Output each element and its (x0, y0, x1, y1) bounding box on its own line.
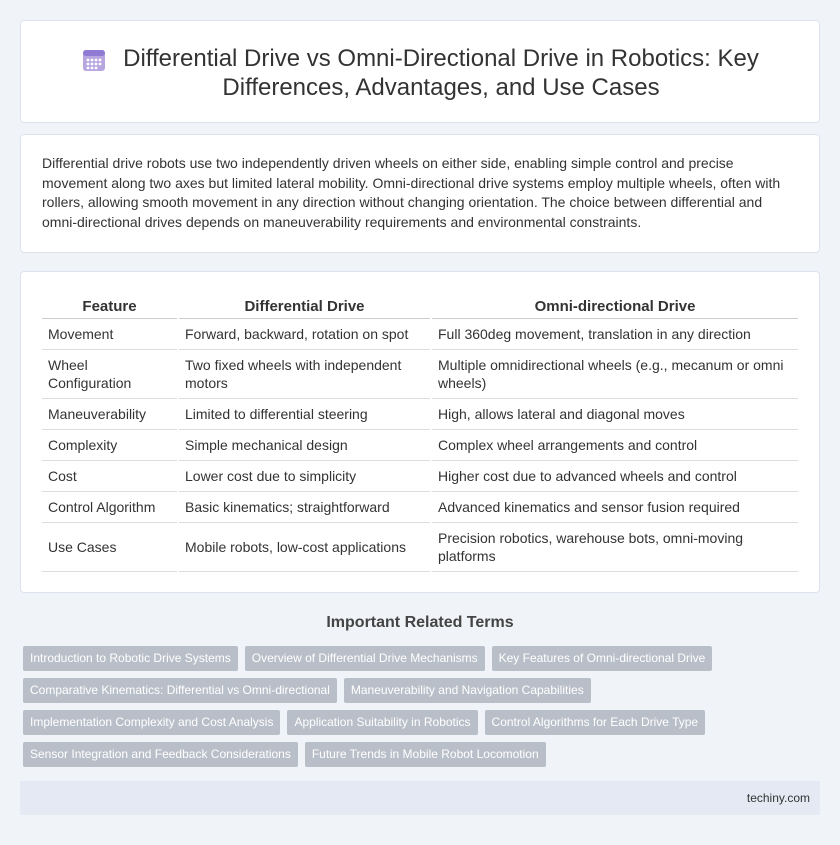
cell-differential: Limited to differential steering (178, 399, 431, 430)
cell-feature: Complexity (42, 430, 178, 461)
cell-differential: Forward, backward, rotation on spot (178, 319, 431, 350)
cell-differential: Mobile robots, low-cost applications (178, 523, 431, 572)
cell-feature: Use Cases (42, 523, 178, 572)
cell-omni: High, allows lateral and diagonal moves (431, 399, 798, 430)
cell-omni: Advanced kinematics and sensor fusion required (431, 492, 798, 523)
cell-differential: Simple mechanical design (178, 430, 431, 461)
table-row (42, 461, 798, 492)
cell-differential: Two fixed wheels with independent motors (178, 350, 431, 399)
related-term-tag[interactable]: Future Trends in Mobile Robot Locomotion (305, 742, 546, 767)
cell-feature: Cost (42, 461, 178, 492)
cell-omni: Full 360deg movement, translation in any direction (431, 319, 798, 350)
footer-site-link[interactable]: techiny.com (746, 791, 810, 805)
header-differential: Differential Drive (178, 296, 431, 319)
page-title: Differential Drive vs Omni-Directional Drive in Robotics: Key Differences, Advantages, and Use Cases (123, 45, 759, 101)
header-inner (21, 44, 819, 102)
cell-differential: Basic kinematics; straightforward (178, 492, 431, 523)
cell-omni: Multiple omnidirectional wheels (e.g., mecanum or omni wheels) (431, 350, 798, 399)
related-term-tag[interactable]: Application Suitability in Robotics (287, 710, 477, 735)
table-header-row (42, 296, 798, 319)
cell-omni: Precision robotics, warehouse bots, omni-moving platforms (431, 523, 798, 572)
related-term-tag[interactable]: Maneuverability and Navigation Capabilities (344, 678, 591, 703)
header-omni: Omni-directional Drive (431, 296, 798, 319)
header-card (20, 20, 820, 123)
table-row (42, 430, 798, 461)
intro-text: Differential drive robots use two independently driven wheels on either side, enabling simple control and precise movement along two axes but limited lateral mobility. Omni-directional drive systems employ multiple wheels, often with rollers, allowing smooth movement in any direction without changing orientation. The choice between differential and omni-directional drives depends on maneuverability requirements and environmental constraints. (42, 155, 781, 230)
calendar-grid-icon (81, 47, 107, 73)
table-row (42, 492, 798, 523)
cell-feature: Wheel Configuration (42, 350, 178, 399)
related-term-tag[interactable]: Key Features of Omni-directional Drive (492, 646, 713, 671)
cell-feature: Control Algorithm (42, 492, 178, 523)
cell-omni: Complex wheel arrangements and control (431, 430, 798, 461)
intro-card (20, 134, 820, 253)
related-terms-title: Important Related Terms (326, 614, 514, 631)
related-term-tag[interactable]: Implementation Complexity and Cost Analysis (23, 710, 280, 735)
related-terms-list (23, 646, 823, 774)
related-term-tag[interactable]: Sensor Integration and Feedback Considerations (23, 742, 298, 767)
related-term-tag[interactable]: Overview of Differential Drive Mechanisms (245, 646, 485, 671)
related-term-tag[interactable]: Comparative Kinematics: Differential vs Omni-directional (23, 678, 337, 703)
table-row (42, 523, 798, 572)
table-row (42, 399, 798, 430)
related-term-tag[interactable]: Introduction to Robotic Drive Systems (23, 646, 238, 671)
table-row (42, 350, 798, 399)
cell-feature: Movement (42, 319, 178, 350)
comparison-table-card (20, 271, 820, 593)
header-feature: Feature (42, 296, 178, 319)
comparison-table (42, 296, 798, 572)
cell-feature: Maneuverability (42, 399, 178, 430)
cell-differential: Lower cost due to simplicity (178, 461, 431, 492)
cell-omni: Higher cost due to advanced wheels and control (431, 461, 798, 492)
related-term-tag[interactable]: Control Algorithms for Each Drive Type (485, 710, 706, 735)
footer (20, 781, 820, 815)
table-row (42, 319, 798, 350)
